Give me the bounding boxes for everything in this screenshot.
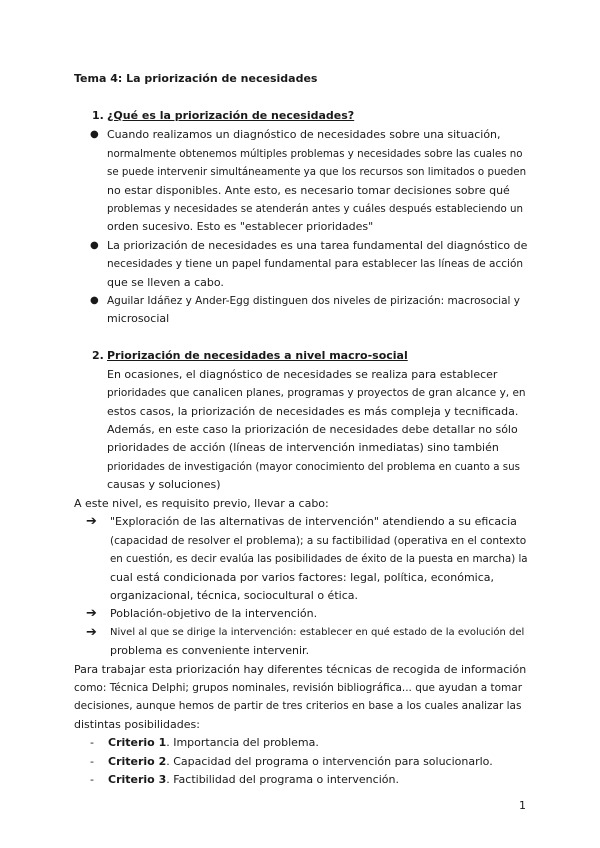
section-2-number: 2. [92, 349, 104, 362]
s2-paragraph-line: En ocasiones, el diagnóstico de necesidades se realiza para establecer [107, 368, 498, 381]
s1-bullet2-line: La priorización de necesidades es una tarea fundamental del diagnóstico de [107, 239, 528, 252]
s2-paragraph-line: Además, en este caso la priorización de necesidades debe detallar no sólo [107, 423, 518, 436]
section-2-heading: Priorización de necesidades a nivel macro-social [107, 349, 408, 362]
criterion-3 [108, 772, 399, 788]
requisite-line: A este nivel, es requisito previo, llevar a cabo: [74, 497, 329, 510]
section-1-number: 1. [92, 109, 104, 122]
dash-marker: - [90, 736, 94, 749]
criterion-text: . Importancia del problema. [166, 736, 319, 749]
s1-bullet3-line: microsocial [107, 312, 170, 325]
criterion-label: Criterio 2 [108, 755, 167, 768]
dash-marker: - [90, 755, 94, 768]
closing-line: distintas posibilidades: [74, 718, 200, 731]
s2-paragraph-line: prioridades de investigación (mayor conocimiento del problema en cuanto a sus [107, 461, 520, 473]
s1-bullet3-line: Aguilar Idáñez y Ander-Egg distinguen dos niveles de pirización: macrosocial y [107, 295, 520, 307]
s2-paragraph-line: prioridades que canalicen planes, programas y proyectos de gran alcance y, en [107, 387, 526, 399]
arrow-item1-line: organizacional, técnica, sociocultural o ética. [110, 589, 358, 602]
dash-marker: - [90, 773, 94, 786]
bullet-icon: ● [90, 295, 99, 306]
s1-bullet1-line: problemas y necesidades se atenderán antes y cuáles después estableciendo un [107, 203, 523, 215]
criterion-text: . Factibilidad del programa o intervención. [166, 773, 399, 786]
s1-bullet1-line: no estar disponibles. Ante esto, es necesario tomar decisiones sobre qué [107, 184, 510, 197]
criterion-2 [108, 754, 493, 770]
arrow-item3-line: Nivel al que se dirige la intervención: establecer en qué estado de la evolución del [110, 627, 525, 638]
criterion-1 [108, 735, 319, 751]
arrow-item1-line: en cuestión, es decir evalúa las posibilidades de éxito de la puesta en marcha) la [110, 553, 528, 565]
s2-paragraph-line: estos casos, la priorización de necesidades es más compleja y tecnificada. [107, 405, 519, 418]
s1-bullet1-line: normalmente obtenemos múltiples problemas y necesidades sobre las cuales no [107, 148, 523, 160]
criterion-label: Criterio 3 [108, 773, 167, 786]
closing-line: decisiones, aunque hemos de partir de tres criterios en base a los cuales analizar las [74, 700, 522, 712]
arrow-item1-line: cual está condicionada por varios factores: legal, política, económica, [110, 571, 494, 584]
closing-line: como: Técnica Delphi; grupos nominales, revisión bibliográfica... que ayudan a tomar [74, 682, 523, 694]
arrow-item1-line: "Exploración de las alternativas de intervención" atendiendo a su eficacia [110, 515, 517, 528]
arrow-icon: ➔ [86, 514, 97, 529]
s1-bullet1-line: Cuando realizamos un diagnóstico de necesidades sobre una situación, [107, 128, 501, 141]
s1-bullet1-line: orden sucesivo. Esto es "establecer prioridades" [107, 220, 374, 233]
arrow-icon: ➔ [86, 625, 97, 640]
criterion-label: Criterio 1 [108, 736, 167, 749]
s2-paragraph-line: prioridades de acción (líneas de intervención inmediatas) sino también [107, 441, 499, 454]
s1-bullet1-line: se puede intervenir simultáneamente ya que los recursos son limitados o pueden [107, 166, 527, 178]
criterion-text: . Capacidad del programa o intervención para solucionarlo. [166, 755, 493, 768]
s1-bullet2-line: que se lleven a cabo. [107, 276, 224, 289]
page-title: Tema 4: La priorización de necesidades [74, 72, 318, 85]
closing-line: Para trabajar esta priorización hay diferentes técnicas de recogida de información [74, 663, 527, 676]
arrow-icon: ➔ [86, 606, 97, 621]
s2-paragraph-line: causas y soluciones) [107, 478, 221, 491]
section-1-heading: ¿Qué es la priorización de necesidades? [107, 109, 355, 122]
page-number: 1 [519, 799, 526, 812]
bullet-icon: ● [90, 240, 99, 251]
arrow-item1-line: (capacidad de resolver el problema); a su factibilidad (operativa en el contexto [110, 535, 527, 547]
s1-bullet2-line: necesidades y tiene un papel fundamental para establecer las líneas de acción [107, 258, 524, 270]
bullet-icon: ● [90, 129, 99, 140]
arrow-item2-line: Población-objetivo de la intervención. [110, 607, 318, 620]
arrow-item3-line: problema es conveniente intervenir. [110, 644, 310, 657]
